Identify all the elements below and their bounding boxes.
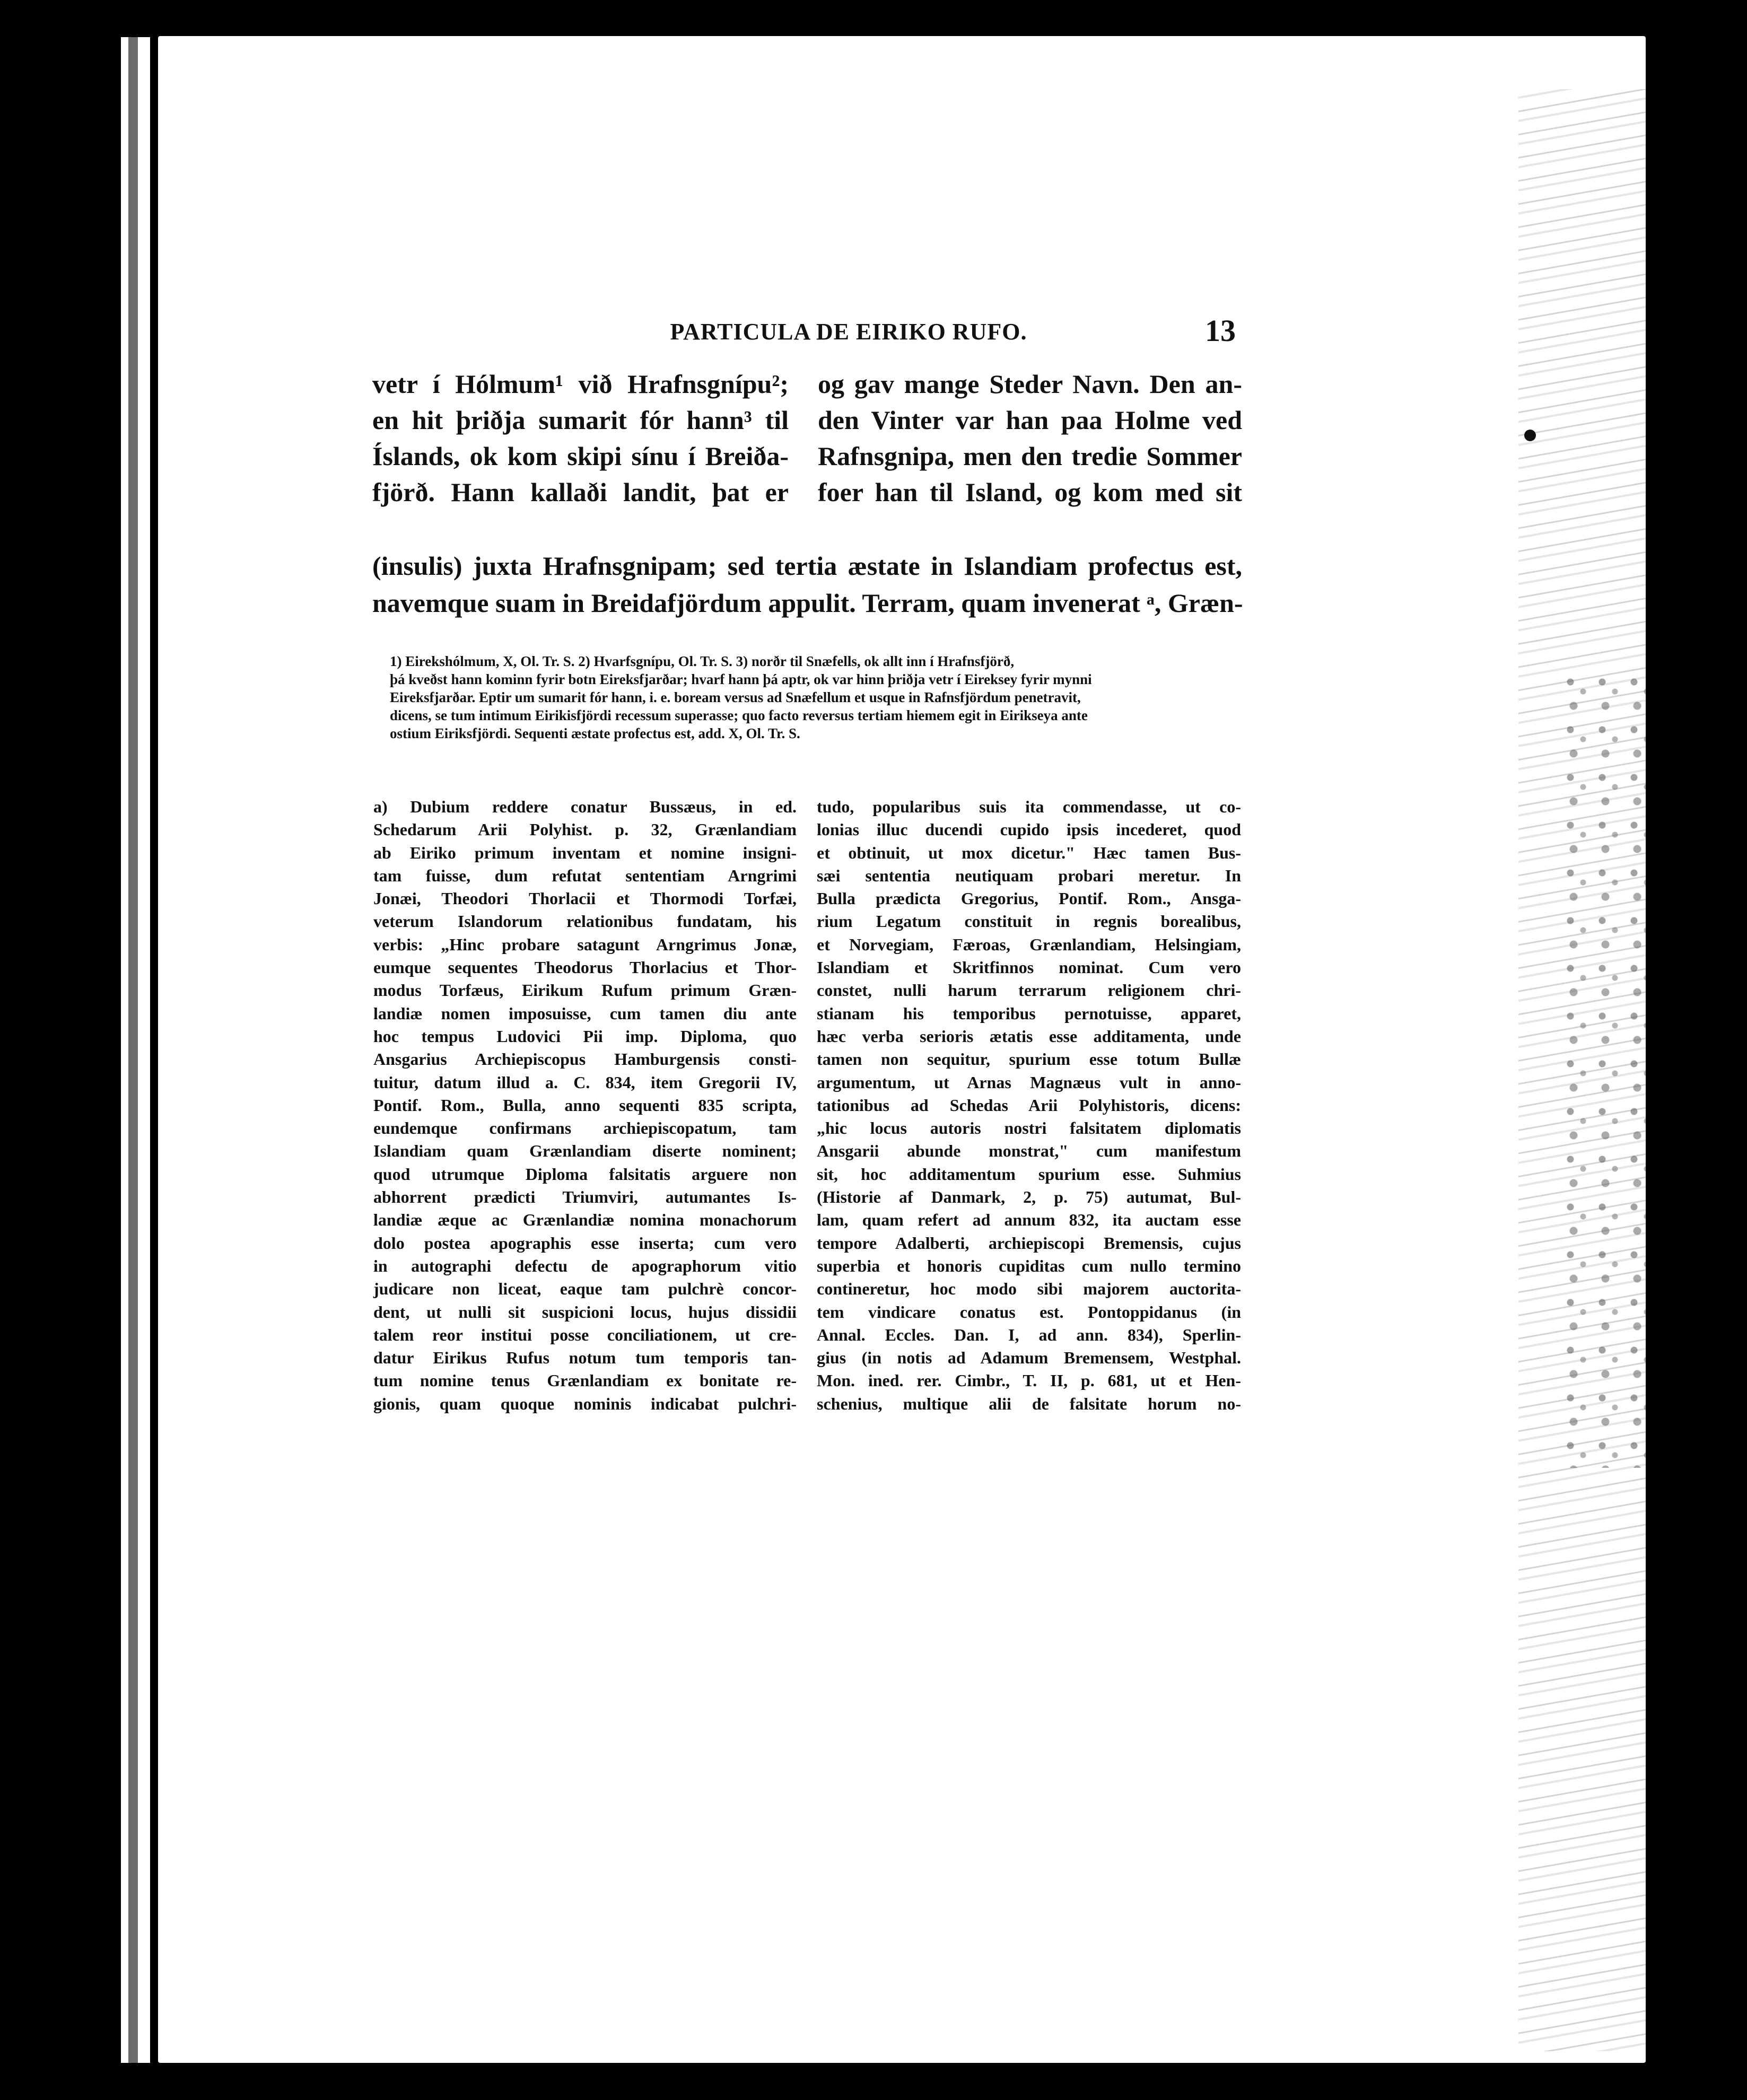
commentary-line: lonias illuc ducendi cupido ipsis incederet, quod <box>817 820 1241 839</box>
text-line: vetr í Hólmum¹ við Hrafnsgnípu²; <box>372 369 789 399</box>
latin-translation <box>372 547 1242 622</box>
footnotes <box>390 652 1241 742</box>
commentary-line: argumentum, ut Arnas Magnæus vult in anno- <box>817 1072 1241 1092</box>
text-line: foer han til Island, og kom med sit <box>818 477 1242 507</box>
danish-column <box>818 366 1242 510</box>
commentary-line: tum nomine tenus Grænlandiam ex bonitate re- <box>373 1371 797 1390</box>
text-line: (insulis) juxta Hrafnsgnipam; sed tertia æstate in Islandiam profectus est, <box>372 551 1242 581</box>
commentary-line: tam fuisse, dum refutat sententiam Arngrimi <box>373 865 797 885</box>
commentary-line: (Historie af Danmark, 2, p. 75) autumat, Bul- <box>817 1187 1241 1207</box>
text-line: Rafnsgnipa, men den tredie Sommer <box>818 441 1242 471</box>
commentary-line: veterum Islandorum relationibus fundatam, his <box>373 912 797 931</box>
commentary-line: Bulla prædicta Gregorius, Pontif. Rom., Ansga- <box>817 889 1241 908</box>
text-line: den Vinter var han paa Holme ved <box>818 405 1242 435</box>
commentary-line: eundemque confirmans archiepiscopatum, tam <box>373 1118 797 1138</box>
commentary-line: lam, quam refert ad annum 832, ita auctam esse <box>817 1210 1241 1230</box>
commentary-left-column <box>373 795 797 1415</box>
commentary-line: Pontif. Rom., Bulla, anno sequenti 835 scripta, <box>373 1095 797 1115</box>
commentary-line: rium Legatum constituit in regnis borealibus, <box>817 912 1241 931</box>
commentary-line: eumque sequentes Theodorus Thorlacius et Thor- <box>373 958 797 977</box>
commentary-line: constet, nulli harum terrarum religionem chri- <box>817 981 1241 1000</box>
commentary-line: et Norvegiam, Færoas, Grænlandiam, Helsingiam, <box>817 934 1241 954</box>
commentary-line: datur Eirikus Rufus notum tum temporis tan- <box>373 1348 797 1368</box>
commentary-right-column <box>817 795 1241 1415</box>
ink-spot <box>1524 430 1536 441</box>
commentary-line: Schedarum Arii Polyhist. p. 32, Grænlandiam <box>373 820 797 839</box>
text-line: fjörð. Hann kallaði landit, þat er <box>372 477 789 507</box>
page-number: 13 <box>1205 313 1236 348</box>
commentary-line: gius (in notis ad Adamum Bremensem, Westphal. <box>817 1348 1241 1368</box>
icelandic-column <box>372 366 789 510</box>
commentary-line: gionis, quam quoque nominis indicabat pulchri- <box>373 1394 797 1413</box>
commentary-line: ab Eiriko primum inventam et nomine insigni- <box>373 843 797 862</box>
commentary-line: dolo postea apographis esse inserta; cum vero <box>373 1233 797 1253</box>
commentary-line: stianam his temporibus pernotuisse, apparet, <box>817 1003 1241 1023</box>
commentary-line: Ansgarius Archiepiscopus Hamburgensis consti- <box>373 1049 797 1069</box>
book-gutter-shadow <box>128 37 138 2063</box>
footnote-line: ostium Eiriksfjördi. Sequenti æstate profectus est, add. X, Ol. Tr. S. <box>390 725 800 741</box>
commentary-line: tudo, popularibus suis ita commendasse, ut co- <box>817 797 1241 816</box>
commentary-line: hæc verba serioris ætatis esse additamenta, unde <box>817 1026 1241 1046</box>
commentary-line: Jonæi, Theodori Thorlacii et Thormodi Torfæi, <box>373 889 797 908</box>
commentary-line: talem reor institui posse conciliationem, ut cre- <box>373 1325 797 1344</box>
commentary-line: tationibus ad Schedas Arii Polyhistoris, dicens: <box>817 1095 1241 1115</box>
running-head: PARTICULA DE EIRIKO RUFO. <box>670 319 1027 345</box>
commentary-line: „hic locus autoris nostri falsitatem diplomatis <box>817 1118 1241 1138</box>
commentary-line: modus Torfæus, Eirikum Rufum primum Græn- <box>373 981 797 1000</box>
commentary-line: sit, hoc additamentum spurium esse. Suhmius <box>817 1164 1241 1184</box>
commentary-line: verbis: „Hinc probare satagunt Arngrimus Jonæ, <box>373 934 797 954</box>
commentary-line: a) Dubium reddere conatur Bussæus, in ed. <box>373 797 797 816</box>
text-line: Íslands, ok kom skipi sínu í Breiða- <box>372 441 789 471</box>
commentary-line: et obtinuit, ut mox dicetur." Hæc tamen Bus- <box>817 843 1241 862</box>
footnote-line: Eireksfjarðar. Eptir um sumarit fór hann, i. e. boream versus ad Snæfellum et usque in Rafnsfjördum penetravit, <box>390 689 1081 705</box>
page-edge-speckle <box>1561 672 1646 1468</box>
commentary-line: landiæ æque ac Grænlandiæ nomina monachorum <box>373 1210 797 1230</box>
commentary-line: in autographi defectu de apographorum vitio <box>373 1256 797 1275</box>
commentary-line: quod utrumque Diploma falsitatis arguere non <box>373 1164 797 1184</box>
footnote-line: 1) Eirekshólmum, X, Ol. Tr. S. 2) Hvarfsgnípu, Ol. Tr. S. 3) norðr til Snæfells, ok allt inn í Hrafnsfjörð, <box>390 653 1015 669</box>
footnote-line: þá kveðst hann kominn fyrir botn Eireksfjarðar; hvarf hann þá aptr, ok var hinn þriðja vetr í Eireksey fyrir mynni <box>390 671 1092 687</box>
commentary-line: superbia et honoris cupiditas cum nullo termino <box>817 1256 1241 1275</box>
commentary-line: schenius, multique alii de falsitate horum no- <box>817 1394 1241 1413</box>
commentary-line: Islandiam et Skritfinnos nominat. Cum vero <box>817 958 1241 977</box>
commentary-line: abhorrent prædicti Triumviri, autumantes Is- <box>373 1187 797 1207</box>
commentary-line: sæi sententia neutiquam probari meretur. In <box>817 865 1241 885</box>
commentary-line: tempore Adalberti, archiepiscopi Bremensis, cujus <box>817 1233 1241 1253</box>
commentary-line: Ansgarii abunde monstrat," cum manifestum <box>817 1141 1241 1161</box>
commentary-line: Annal. Eccles. Dan. I, ad ann. 834), Sperlin- <box>817 1325 1241 1344</box>
commentary-line: hoc tempus Ludovici Pii imp. Diploma, quo <box>373 1026 797 1046</box>
commentary-line: dent, ut nulli sit suspicioni locus, hujus dissidii <box>373 1302 797 1322</box>
commentary-line: tuitur, datum illud a. C. 834, item Gregorii IV, <box>373 1072 797 1092</box>
commentary-line: Mon. ined. rer. Cimbr., T. II, p. 681, ut et Hen- <box>817 1371 1241 1390</box>
commentary-line: judicare non liceat, eaque tam pulchrè concor- <box>373 1279 797 1299</box>
commentary-line: tamen non sequitur, spurium esse totum Bullæ <box>817 1049 1241 1069</box>
footnote-line: dicens, se tum intimum Eirikisfjördi recessum superasse; quo facto reversus tertiam hiemem egit in Eirikseya ante <box>390 707 1088 723</box>
commentary-line: Islandiam quam Grænlandiam diserte nominent; <box>373 1141 797 1161</box>
commentary-line: contineretur, hoc modo sibi majorem auctorita- <box>817 1279 1241 1299</box>
commentary-line: tem vindicare conatus est. Pontoppidanus (in <box>817 1302 1241 1322</box>
text-line: en hit þriðja sumarit fór hann³ til <box>372 405 789 435</box>
commentary-line: landiæ nomen imposuisse, cum tamen diu ante <box>373 1003 797 1023</box>
text-line: og gav mange Steder Navn. Den an- <box>818 369 1242 399</box>
text-line: navemque suam in Breidafjördum appulit. Terram, quam invenerat ᵃ, Græn- <box>372 588 1243 618</box>
